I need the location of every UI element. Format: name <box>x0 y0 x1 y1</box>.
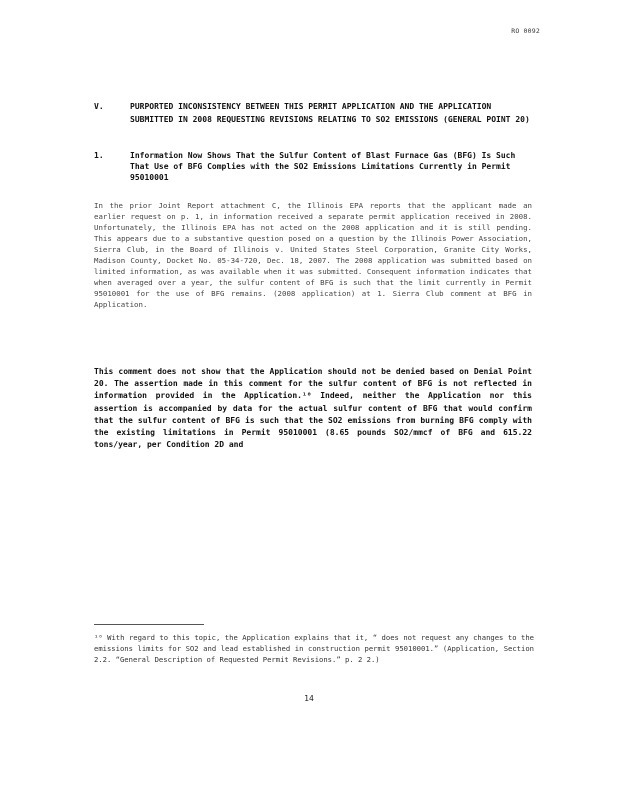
section-heading <box>94 100 534 126</box>
footnote-divider <box>94 624 204 625</box>
section-number: V. <box>94 102 104 111</box>
subsection-number: 1. <box>94 151 104 160</box>
section-title: PURPORTED INCONSISTENCY BETWEEN THIS PERMIT APPLICATION AND THE APPLICATION SUBMITTED IN 2008 REQUESTING REVISIONS RELATING TO SO2 EMISSIONS (GENERAL POINT 20) <box>130 102 530 124</box>
quoted-comment: In the prior Joint Report attachment C, the Illinois EPA reports that the applicant made an earlier request on p. 1, in information received a separate permit application received in 2008. Unfortunately, the Illinois EPA has not acted on the 2008 application and it is still pending. This appears due to a substantive question posed on a question by the Illinois Power Association, Sierra Club, in the Board of Illinois v. United States Steel Corporation, Granite City Works, Madison County, Docket No. 05-34-720, Dec. 18, 2007. The 2008 application was submitted based on limited information, as was available when it was submitted. Consequent information indicates that when averaged over a year, the sulfur content of BFG is such that the limit currently in Permit 95010001 for the use of BFG remains. (2008 application) at 1. Sierra Club comment at BFG in Application. <box>94 201 532 309</box>
document-id: RO 0092 <box>511 27 540 35</box>
footnote: ¹⁰ With regard to this topic, the Application explains that it, “ does not request any changes to the emissions limits for SO2 and lead established in construction permit 95010001.” (Application, Section 2.2. “General Description of Requested Permit Revisions.” p. 2 2.) <box>94 633 534 664</box>
page-number: 14 <box>304 694 314 703</box>
subsection-title: Information Now Shows That the Sulfur Content of Blast Furnace Gas (BFG) Is Such That Use of BFG Complies with the SO2 Emissions Limitations Currently in Permit 95010001 <box>130 151 516 182</box>
subsection-heading <box>94 150 534 183</box>
response-paragraph: This comment does not show that the Application should not be denied based on Denial Point 20. The assertion made in this comment for the sulfur content of BFG is not reflected in information provided in the Application.¹⁰ Indeed, neither the Application nor this assertion is accompanied by data for the actual sulfur content of BFG that would confirm that the sulfur content of BFG is such that the SO2 emissions from burning BFG comply with the existing limitations in Permit 95010001 (8.65 pounds SO2/mmcf of BFG and 615.22 tons/year, per Condition 2D and <box>94 367 532 450</box>
